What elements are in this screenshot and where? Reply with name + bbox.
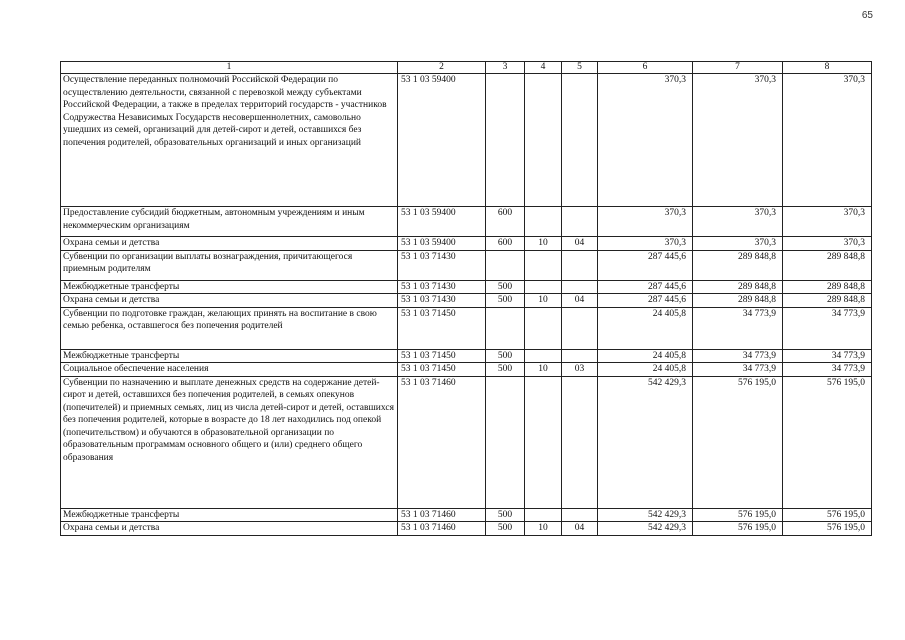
row-vr: 500: [486, 508, 525, 522]
row-value-6: 287 445,6: [598, 250, 693, 280]
row-value-8: 576 195,0: [783, 376, 872, 508]
row-code: 53 1 03 71450: [398, 349, 486, 363]
table-row: [61, 207, 872, 237]
row-code: 53 1 03 59400: [398, 237, 486, 251]
row-vr: 500: [486, 294, 525, 308]
row-code: 53 1 03 59400: [398, 207, 486, 237]
row-rz: 10: [525, 522, 562, 536]
row-pr: 04: [562, 522, 598, 536]
header-cell: 7: [693, 62, 783, 74]
table-row: [61, 250, 872, 280]
row-vr: 600: [486, 237, 525, 251]
row-value-7: 370,3: [693, 237, 783, 251]
header-row: [61, 62, 872, 74]
row-rz: [525, 207, 562, 237]
row-code: 53 1 03 71430: [398, 250, 486, 280]
row-vr: 500: [486, 363, 525, 377]
row-name: Предоставление субсидий бюджетным, автономным учреждениям и иным некоммерческим организациям: [61, 207, 398, 237]
row-name: Охрана семьи и детства: [61, 294, 398, 308]
row-vr: 500: [486, 522, 525, 536]
row-vr: [486, 250, 525, 280]
row-value-7: 576 195,0: [693, 376, 783, 508]
row-pr: 04: [562, 237, 598, 251]
row-name: Межбюджетные трансферты: [61, 349, 398, 363]
header-cell: 5: [562, 62, 598, 74]
header-cell: 1: [61, 62, 398, 74]
table-row: [61, 376, 872, 508]
row-value-7: 289 848,8: [693, 250, 783, 280]
row-name: Социальное обеспечение населения: [61, 363, 398, 377]
row-vr: [486, 74, 525, 207]
row-rz: [525, 376, 562, 508]
row-code: 53 1 03 71430: [398, 280, 486, 294]
row-name: Субвенции по организации выплаты вознаграждения, причитающегося приемным родителям: [61, 250, 398, 280]
row-rz: 10: [525, 363, 562, 377]
row-pr: 03: [562, 363, 598, 377]
row-value-6: 24 405,8: [598, 349, 693, 363]
row-code: 53 1 03 71460: [398, 376, 486, 508]
row-name: Субвенции по подготовке граждан, желающих принять на воспитание в свою семью ребенка, оставшегося без попечения родителей: [61, 307, 398, 349]
row-name: Субвенции по назначению и выплате денежных средств на содержание детей-сирот и детей, оставшихся без попечения родителей, в семьях опекунов (попечителей) и приемных семьях, лиц из числа детей-сирот и детей, оставшихся без попечения родителей, которые в возрасте до 18 лет находились под опекой (попечительством) и обучаются в образовательной организации по образовательным программам основного общего и (или) среднего общего образования: [61, 376, 398, 508]
row-rz: [525, 280, 562, 294]
header-cell: 8: [783, 62, 872, 74]
row-code: 53 1 03 71450: [398, 363, 486, 377]
row-value-8: 289 848,8: [783, 250, 872, 280]
page-number: 65: [861, 10, 873, 21]
row-vr: 500: [486, 349, 525, 363]
row-value-7: 370,3: [693, 74, 783, 207]
row-pr: [562, 280, 598, 294]
row-value-6: 542 429,3: [598, 376, 693, 508]
row-value-6: 370,3: [598, 237, 693, 251]
row-value-6: 287 445,6: [598, 294, 693, 308]
row-value-8: 370,3: [783, 207, 872, 237]
table-row: [61, 522, 872, 536]
row-pr: 04: [562, 294, 598, 308]
row-name: Межбюджетные трансферты: [61, 280, 398, 294]
row-value-7: 34 773,9: [693, 307, 783, 349]
header-cell: 3: [486, 62, 525, 74]
row-rz: 10: [525, 294, 562, 308]
row-value-6: 542 429,3: [598, 522, 693, 536]
row-value-8: 576 195,0: [783, 522, 872, 536]
row-pr: [562, 376, 598, 508]
row-code: 53 1 03 71450: [398, 307, 486, 349]
row-value-8: 289 848,8: [783, 280, 872, 294]
row-value-8: 34 773,9: [783, 363, 872, 377]
row-value-7: 576 195,0: [693, 508, 783, 522]
row-pr: [562, 207, 598, 237]
row-value-6: 370,3: [598, 74, 693, 207]
row-rz: [525, 250, 562, 280]
row-rz: [525, 349, 562, 363]
row-value-7: 370,3: [693, 207, 783, 237]
row-value-6: 287 445,6: [598, 280, 693, 294]
row-value-8: 370,3: [783, 237, 872, 251]
row-vr: 500: [486, 280, 525, 294]
row-value-6: 370,3: [598, 207, 693, 237]
header-cell: 6: [598, 62, 693, 74]
row-value-6: 24 405,8: [598, 307, 693, 349]
table-row: [61, 508, 872, 522]
row-code: 53 1 03 71460: [398, 522, 486, 536]
row-name: Охрана семьи и детства: [61, 237, 398, 251]
table-row: [61, 294, 872, 308]
row-value-7: 34 773,9: [693, 349, 783, 363]
row-code: 53 1 03 59400: [398, 74, 486, 207]
row-vr: 600: [486, 207, 525, 237]
row-value-6: 24 405,8: [598, 363, 693, 377]
row-code: 53 1 03 71430: [398, 294, 486, 308]
row-value-8: 370,3: [783, 74, 872, 207]
row-rz: [525, 508, 562, 522]
row-value-7: 289 848,8: [693, 294, 783, 308]
row-rz: [525, 74, 562, 207]
row-name: Осуществление переданных полномочий Российской Федерации по осуществлению деятельности, связанной с перевозкой между субъектами Российской Федерации, а также в пределах территорий государств - участников Содружества Независимых Государств несовершеннолетних, самовольно ушедших из семей, организаций для детей-сирот и детей, оставшихся без попечения родителей, образовательных организаций и иных организаций: [61, 74, 398, 207]
row-value-7: 576 195,0: [693, 522, 783, 536]
table-row: [61, 237, 872, 251]
row-value-8: 34 773,9: [783, 307, 872, 349]
row-vr: [486, 376, 525, 508]
row-rz: [525, 307, 562, 349]
budget-table: [60, 61, 872, 536]
row-value-8: 289 848,8: [783, 294, 872, 308]
row-value-8: 576 195,0: [783, 508, 872, 522]
row-value-7: 34 773,9: [693, 363, 783, 377]
table-row: [61, 307, 872, 349]
table-row: [61, 349, 872, 363]
row-pr: [562, 250, 598, 280]
row-value-8: 34 773,9: [783, 349, 872, 363]
row-pr: [562, 74, 598, 207]
row-rz: 10: [525, 237, 562, 251]
header-cell: 2: [398, 62, 486, 74]
row-pr: [562, 508, 598, 522]
row-value-6: 542 429,3: [598, 508, 693, 522]
table-row: [61, 363, 872, 377]
header-cell: 4: [525, 62, 562, 74]
row-vr: [486, 307, 525, 349]
row-code: 53 1 03 71460: [398, 508, 486, 522]
row-value-7: 289 848,8: [693, 280, 783, 294]
row-name: Охрана семьи и детства: [61, 522, 398, 536]
table-row: [61, 280, 872, 294]
row-pr: [562, 349, 598, 363]
row-name: Межбюджетные трансферты: [61, 508, 398, 522]
table-row: [61, 74, 872, 207]
row-pr: [562, 307, 598, 349]
